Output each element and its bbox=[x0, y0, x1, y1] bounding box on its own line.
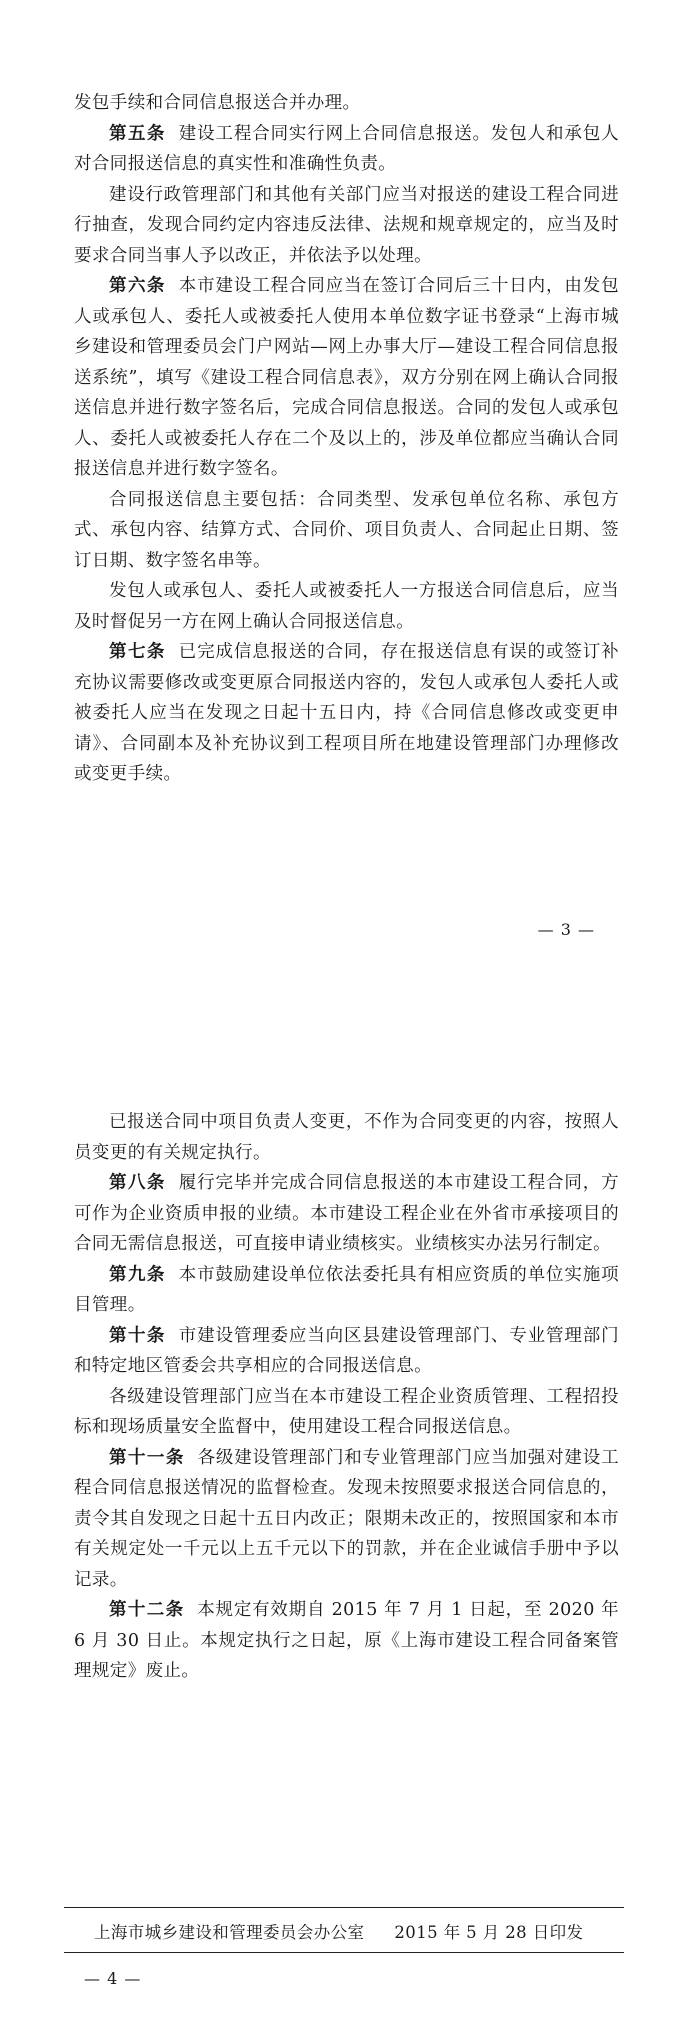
paragraph-text: 建设工程合同实行网上合同信息报送。发包人和承包人对合同报送信息的真实性和准确性负责。 bbox=[74, 123, 619, 174]
paragraph-text: 本市鼓励建设单位依法委托具有相应资质的单位实施项目管理。 bbox=[74, 1264, 619, 1315]
paragraph-text: 已完成信息报送的合同，存在报送信息有误的或签订补充协议需要修改或变更原合同报送内容的，发包人或承包人委托人或被委托人应当在发现之日起十五日内，持《合同信息修改或变更申请》、合同副本及补充协议到工程项目所在地建设管理部门办理修改或变更手续。 bbox=[74, 642, 619, 784]
issuer-line bbox=[64, 1919, 624, 1943]
article-heading: 第七条 bbox=[109, 642, 166, 662]
article-heading: 第十一条 bbox=[109, 1447, 185, 1468]
article-heading: 第十二条 bbox=[109, 1600, 185, 1620]
article-heading: 第五条 bbox=[109, 123, 166, 144]
footer-top-rule bbox=[64, 1907, 624, 1908]
paragraph-text: 本市建设工程合同应当在签订合同后三十日内，由发包人或承包人、委托人或被委托人使用本单位数字证书登录“上海市城乡建设和管理委员会门户网站—网上办事大厅—建设工程合同信息报送系统”，填写《建设工程合同信息表》，双方分别在网上确认合同报送信息并进行数字签名后，完成合同信息报送。合同的发包人或承包人、委托人或被委托人存在二个及以上的，涉及单位都应当确认合同报送信息并进行数字签名。 bbox=[74, 276, 619, 479]
footer-bottom-rule bbox=[64, 1952, 624, 1953]
paragraph bbox=[74, 88, 619, 119]
article-heading: 第八条 bbox=[109, 1173, 166, 1193]
paragraph-text: 发包手续和合同信息报送合并办理。 bbox=[74, 93, 361, 113]
paragraph-text: 合同报送信息主要包括：合同类型、发承包单位名称、承包方式、承包内容、结算方式、合同价、项目负责人、合同起止日期、签订日期、数字签名串等。 bbox=[74, 489, 619, 571]
paragraph bbox=[74, 180, 619, 272]
article-heading: 第六条 bbox=[109, 276, 166, 296]
article-9 bbox=[74, 1260, 619, 1321]
article-7 bbox=[74, 637, 619, 790]
paragraph-text: 已报送合同中项目负责人变更，不作为合同变更的内容，按照人员变更的有关规定执行。 bbox=[74, 1112, 619, 1163]
article-8 bbox=[74, 1168, 619, 1260]
page-3 bbox=[0, 88, 687, 939]
paragraph-text: 本规定有效期自 2015 年 7 月 1 日起，至 2020 年 6 月 30 日止。本规定执行之日起，原《上海市建设工程合同备案管理规定》废止。 bbox=[74, 1600, 619, 1681]
page-number: — 4 — bbox=[84, 1969, 142, 1988]
page-number: — 3 — bbox=[537, 920, 595, 939]
article-heading: 第九条 bbox=[109, 1264, 166, 1285]
paragraph-text: 各级建设管理部门和专业管理部门应当加强对建设工程合同信息报送情况的监督检查。发现未按照要求报送合同信息的，责令其自发现之日起十五日内改正；限期未改正的，按照国家和本市有关规定处一千元以上五千元以下的罚款，并在企业诚信手册中予以记录。 bbox=[74, 1447, 619, 1590]
paragraph bbox=[74, 576, 619, 637]
paragraph-text: 履行完毕并完成合同信息报送的本市建设工程合同，方可作为企业资质申报的业绩。本市建设工程企业在外省市承接项目的合同无需信息报送，可直接申请业绩核实。业绩核实办法另行制定。 bbox=[74, 1173, 619, 1254]
page-3-body bbox=[0, 88, 687, 790]
article-12 bbox=[74, 1595, 619, 1687]
paragraph bbox=[74, 485, 619, 577]
issuer: 上海市城乡建设和管理委员会办公室 bbox=[94, 1923, 365, 1942]
article-10 bbox=[74, 1321, 619, 1382]
article-11 bbox=[74, 1443, 619, 1596]
paragraph bbox=[74, 1382, 619, 1443]
paragraph bbox=[74, 1107, 619, 1168]
paragraph-text: 发包人或承包人、委托人或被委托人一方报送合同信息后，应当及时督促另一方在网上确认合同报送信息。 bbox=[74, 581, 619, 632]
paragraph-text: 市建设管理委应当向区县建设管理部门、专业管理部门和特定地区管委会共享相应的合同报送信息。 bbox=[74, 1325, 619, 1376]
article-6 bbox=[74, 271, 619, 485]
page-4 bbox=[0, 1107, 687, 1988]
paragraph-text: 各级建设管理部门应当在本市建设工程企业资质管理、工程招投标和现场质量安全监督中，使用建设工程合同报送信息。 bbox=[74, 1386, 619, 1437]
article-heading: 第十条 bbox=[109, 1325, 166, 1346]
issue-date: 2015 年 5 月 28 日印发 bbox=[394, 1923, 584, 1942]
paragraph-text: 建设行政管理部门和其他有关部门应当对报送的建设工程合同进行抽查，发现合同约定内容违反法律、法规和规章规定的，应当及时要求合同当事人予以改正，并依法予以处理。 bbox=[74, 184, 619, 266]
article-5 bbox=[74, 119, 619, 180]
page-4-body bbox=[0, 1107, 687, 1687]
